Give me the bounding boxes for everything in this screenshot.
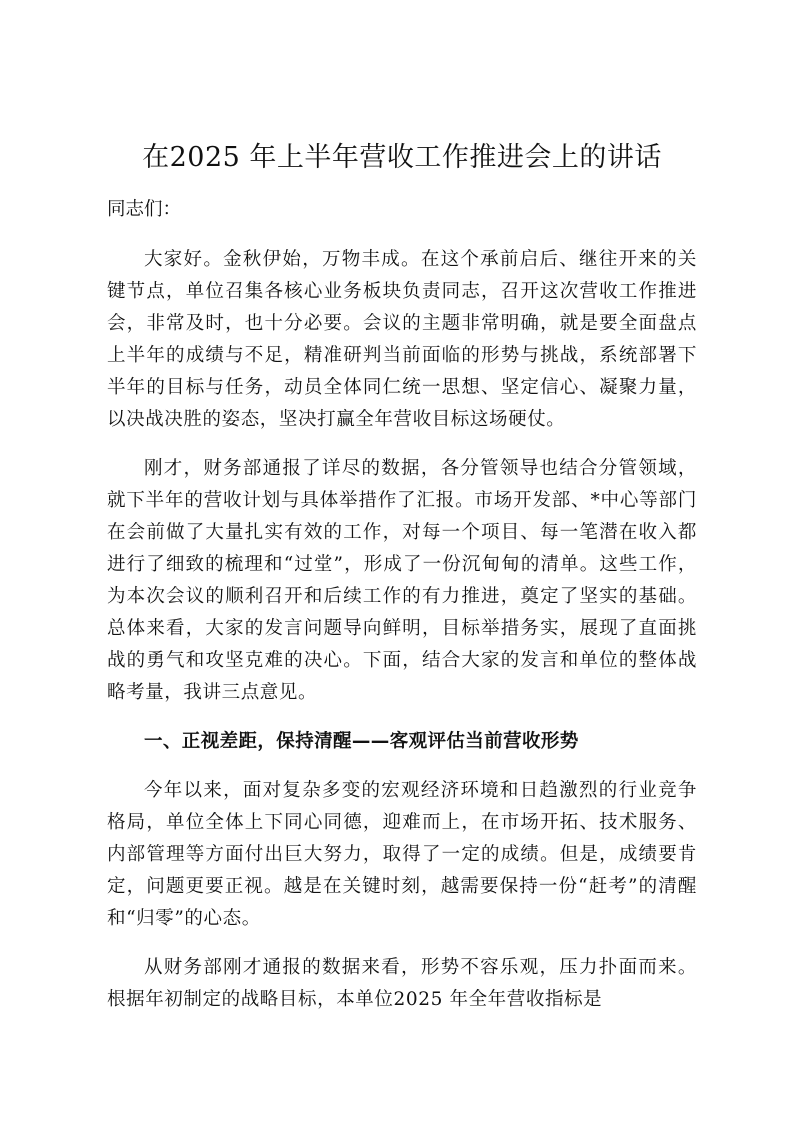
salutation: 同志们： (107, 199, 182, 220)
paragraph-opening: 大家好。金秋伊始，万物丰成。在这个承前启后、继往开来的关键节点，单位召集各核心业务板块负责同志，召开这次营收工作推进会，非常及时，也十分必要。会议的主题非常明确，就是要全面盘点上半年的成绩与不足，精准研判当前面临的形势与挑战，系统部署下半年的目标与任务，动员全体同仁统一思想、坚定信心、凝聚力量，以决战决胜的姿态，坚决打赢全年营收目标这场硬仗。 (107, 249, 697, 430)
paragraph-summary: 刚才，财务部通报了详尽的数据，各分管领导也结合分管领域，就下半年的营收计划与具体举措作了汇报。市场开发部、*中心等部门在会前做了大量扎实有效的工作，对每一个项目、每一笔潜在收入都进行了细致的梳理和“过堂”，形成了一份沉甸甸的清单。这些工作，为本次会议的顺利召开和后续工作的有力推进，奠定了坚实的基础。总体来看，大家的发言问题导向鲜明，目标举措务实，展现了直面挑战的勇气和攻坚克难的决心。下面，结合大家的发言和单位的整体战略考量，我讲三点意见。 (107, 458, 697, 703)
paragraph-section-1-intro: 今年以来，面对复杂多变的宏观经济环境和日趋激烈的行业竞争格局，单位全体上下同心同德，迎难而上，在市场开拓、技术服务、内部管理等方面付出巨大努力，取得了一定的成绩。但是，成绩要肯定，问题更要正视。越是在关键时刻，越需要保持一份“赶考”的清醒和“归零”的心态。 (107, 780, 697, 929)
document-title: 在2025 年上半年营收工作推进会上的讲话 (142, 142, 662, 173)
document-page (107, 138, 697, 1033)
paragraph-section-1-data: 从财务部刚才通报的数据来看，形势不容乐观，压力扑面而来。根据年初制定的战略目标，本单位2025 年全年营收指标是 (107, 957, 697, 1010)
section-heading-1: 一、正视差距，保持清醒——客观评估当前营收形势 (144, 731, 579, 752)
